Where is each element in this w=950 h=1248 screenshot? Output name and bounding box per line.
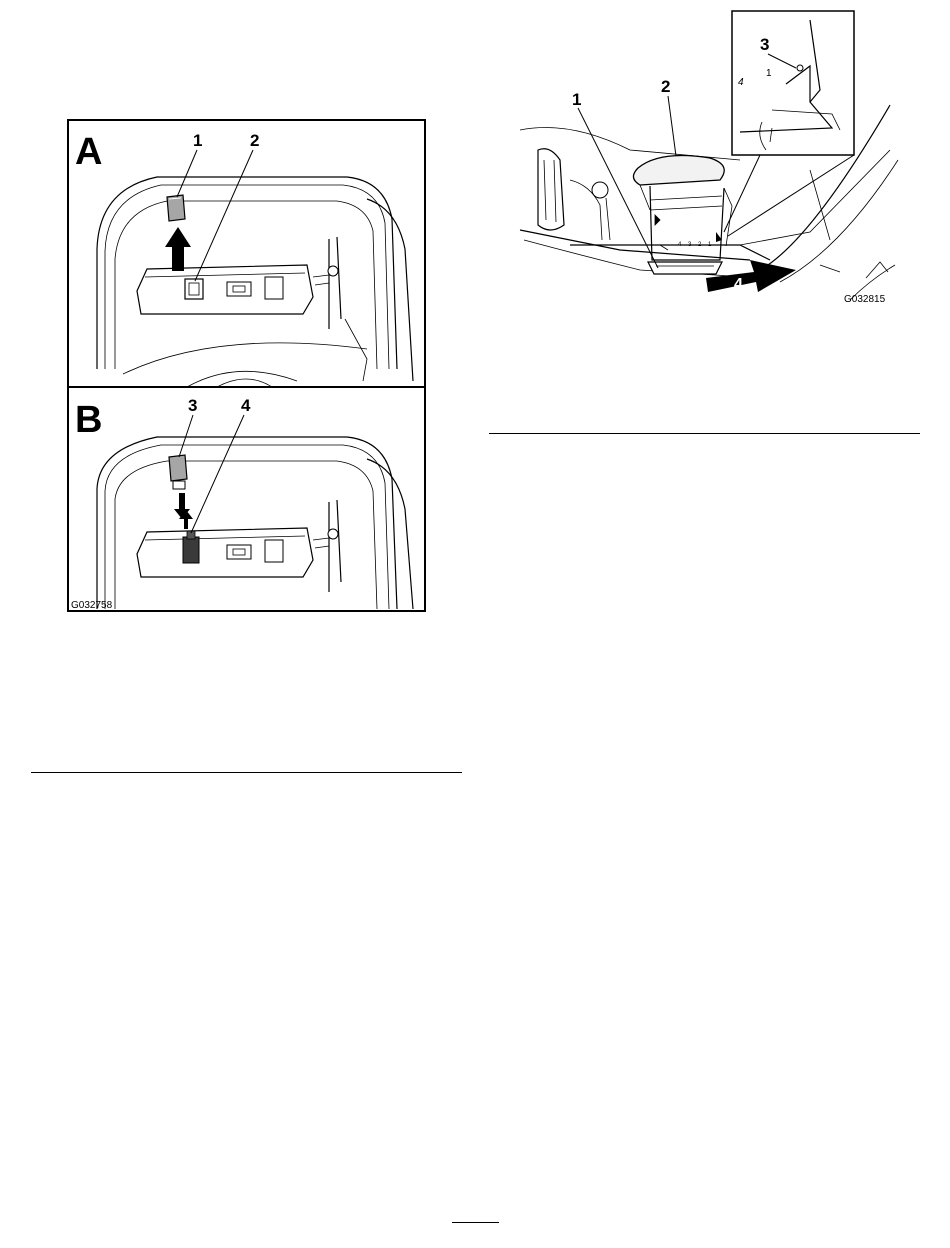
panel-a-letter: A [75, 131, 103, 173]
rule-right [489, 433, 920, 434]
rule-left [31, 772, 462, 773]
jumper-plug-a [167, 195, 185, 221]
callout-3-right: 3 [760, 35, 770, 54]
connector-number-2: 2 [698, 242, 702, 248]
figure-code-right: G032815 [844, 294, 886, 305]
switch-assembly [633, 156, 732, 274]
rule-bottom [452, 1222, 499, 1223]
inset-mark-4: 4 [738, 77, 744, 88]
inset-mark-1: 1 [766, 68, 772, 79]
connector-number-4: 4 [678, 242, 682, 248]
panel-b-letter: B [75, 399, 103, 441]
connector-number-1: 1 [708, 242, 712, 248]
callout-1: 1 [193, 131, 203, 150]
harness-plug-b [183, 537, 199, 563]
callout-2: 2 [250, 131, 260, 150]
figure-right [510, 10, 900, 310]
figure-code-left: G032758 [71, 600, 113, 611]
connector-number-3: 3 [688, 242, 692, 248]
mounting-slot [648, 262, 722, 274]
callout-4: 4 [241, 396, 251, 415]
callout-1-right: 1 [572, 90, 582, 109]
figure-left [67, 119, 427, 613]
callout-3: 3 [188, 396, 198, 415]
switch-cover [633, 156, 724, 185]
callout-4-right: 4 [734, 276, 743, 293]
callout-2-right: 2 [661, 77, 671, 96]
detail-inset [724, 11, 854, 236]
